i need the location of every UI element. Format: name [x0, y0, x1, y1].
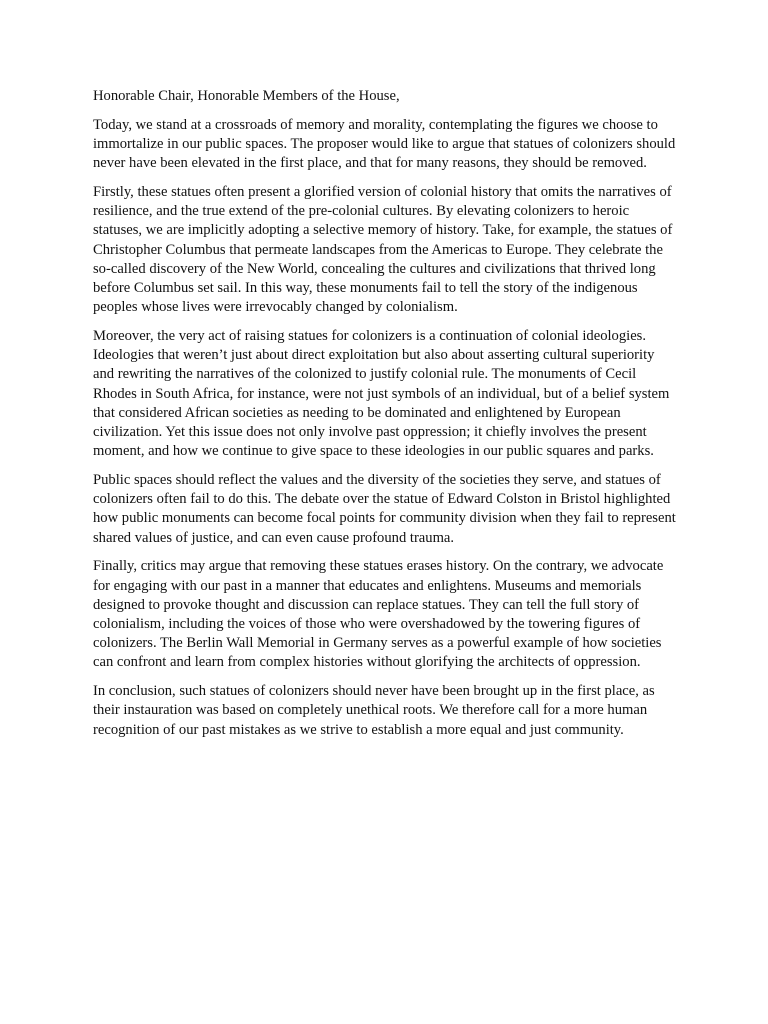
paragraph-moreover: Moreover, the very act of raising statues for colonizers is a continuation of colonial ideologies. Ideologies that weren’t just about direct exploitation but also about asserting cultural superiority and rewriting the narratives of the colonized to justify colonial rule. The monuments of Cecil Rhodes in South Africa, for instance, were not just symbols of an individual, but of a belief system that considered African societies as needing to be dominated and enlightened by European civilization. Yet this issue does not only involve past oppression; it chiefly involves the present moment, and how we continue to give space to these ideologies in our public squares and parks.: [93, 328, 670, 460]
paragraph-firstly: Firstly, these statues often present a glorified version of colonial history that omits the narratives of resilience, and the true extend of the pre-colonial cultures. By elevating colonizers to heroic statuses, we are implicitly adopting a selective memory of history. Take, for example, the statues of Christopher Columbus that permeate landscapes from the Americas to Europe. They celebrate the so-called discovery of the New World, concealing the cultures and civilizations that thrived long before Columbus set sail. In this way, these monuments fail to tell the story of the indigenous peoples whose lives were irrevocably changed by colonialism.: [93, 184, 673, 316]
salutation: Honorable Chair, Honorable Members of the House,: [93, 88, 400, 104]
paragraph-public-spaces: Public spaces should reflect the values and the diversity of the societies they serve, and statues of colonizers often fail to do this. The debate over the statue of Edward Colston in Bristol highlighted how public monuments can become focal points for community division when they fail to represent shared values of justice, and can even cause profound trauma.: [93, 472, 676, 546]
paragraph-conclusion: In conclusion, such statues of colonizers should never have been brought up in the first place, as their instauration was based on completely unethical roots. We therefore call for a more human recognition of our past mistakes as we strive to establish a more equal and just community.: [93, 683, 655, 738]
paragraph-introduction: Today, we stand at a crossroads of memory and morality, contemplating the figures we choose to immortalize in our public spaces. The proposer would like to argue that statues of colonizers should never have been elevated in the first place, and that for many reasons, they should be removed.: [93, 116, 676, 172]
paragraph-finally: Finally, critics may argue that removing these statues erases history. On the contrary, we advocate for engaging with our past in a manner that educates and enlightens. Museums and memorials designed to provoke thought and discussion can replace statues. They can tell the full story of colonialism, including the voices of those who were overshadowed by the towering figures of colonizers. The Berlin Wall Memorial in Germany serves as a powerful example of how societies can confront and learn from complex histories without glorifying the architects of oppression.: [93, 558, 664, 671]
